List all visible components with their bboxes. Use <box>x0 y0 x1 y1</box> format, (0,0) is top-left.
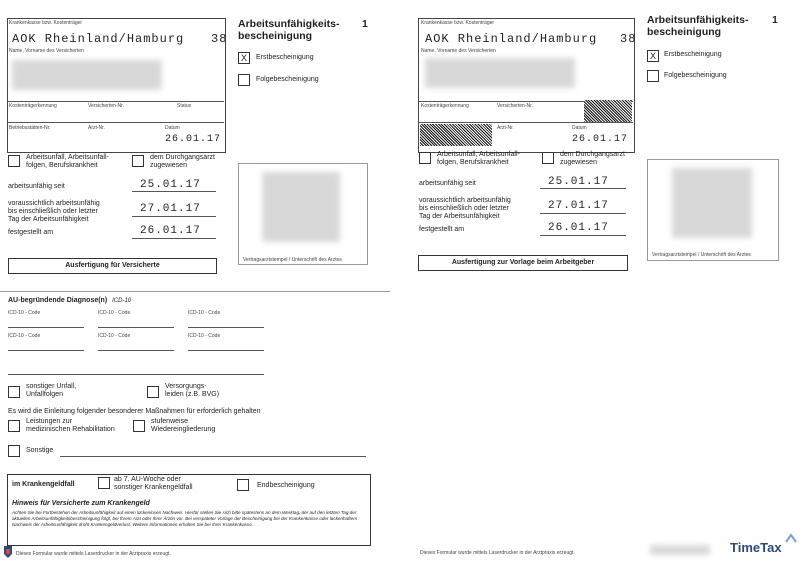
left-icd-label-3: ICD-10 - Code <box>188 310 221 316</box>
right-versicherten-nr-label: Versicherten-Nr. <box>497 103 533 109</box>
left-footer: Dieses Formular wurde mittels Laserdrucker in der Arztpraxis erzeugt. <box>16 551 171 557</box>
right-insurer-label: Krankenkasse bzw. Kostenträger <box>421 20 495 26</box>
right-form-title: Arbeitsunfähigkeits- bescheinigung <box>647 14 749 38</box>
left-stamp-caption: Vertragsarztstempel / Unterschrift des Arztes <box>243 257 342 263</box>
left-copy-number: 1 <box>362 18 368 30</box>
right-erst-checkbox[interactable]: X <box>647 50 659 62</box>
left-sonstige-checkbox[interactable] <box>8 445 20 457</box>
right-au-seit-value: 25.01.17 <box>548 176 609 188</box>
left-icd-line-1 <box>8 327 84 328</box>
left-arzt-label: Arzt-Nr. <box>88 125 105 131</box>
left-ausfertigung-box: Ausfertigung für Versicherte <box>8 258 217 274</box>
right-insurer-name: AOK Rheinland/Hamburg <box>425 32 598 46</box>
left-versicherten-nr-label: Versicherten-Nr. <box>88 103 124 109</box>
left-status-label: Status <box>177 103 192 109</box>
left-kostentraeger-label: Kostenträgerkennung <box>9 103 57 109</box>
left-doctor-stamp-redacted <box>262 172 340 242</box>
right-arzt-label: Arzt-Nr. <box>497 125 514 131</box>
left-insurer-code: 38 <box>211 32 228 46</box>
left-section-divider <box>0 291 390 292</box>
right-durchgang-checkbox[interactable] <box>542 152 554 164</box>
right-copy-number: 1 <box>772 14 778 26</box>
left-icd-label-6: ICD-10 - Code <box>188 333 221 339</box>
left-icd-line-6 <box>188 350 264 351</box>
right-festgestellt-line <box>540 235 626 236</box>
left-diagnose-heading <box>8 297 131 304</box>
right-unfall-checkbox[interactable] <box>419 152 431 164</box>
left-sonstiger-unfall-checkbox[interactable] <box>8 386 20 398</box>
left-erst-checkbox[interactable]: X <box>238 52 250 64</box>
right-au-seit-line <box>540 188 626 189</box>
left-krankengeld-label: im Krankengeldfall <box>12 481 75 488</box>
left-folge-label: Folgebescheinigung <box>256 76 319 83</box>
left-au-seit-line <box>132 191 216 192</box>
left-einleitung-text: Es wird die Einleitung folgender besonderer Maßnahmen für erforderlich gehalten <box>8 408 261 415</box>
left-leistungen-label: Leistungen zur medizinischen Rehabilitation <box>26 418 115 433</box>
right-divider-2 <box>418 122 633 123</box>
left-voraus-line <box>132 216 216 217</box>
left-name-label: Name, Vorname des Versicherten <box>9 48 84 54</box>
right-folge-label: Folgebescheinigung <box>664 72 727 79</box>
left-datum-value: 26.01.17 <box>165 134 222 145</box>
left-sonstige-label: Sonstige <box>26 447 54 454</box>
left-diagnose-free-line <box>8 374 264 375</box>
left-au-seit-value: 25.01.17 <box>140 179 201 191</box>
left-icd-suffix: ICD-10 <box>112 298 132 304</box>
left-sonstige-line <box>60 456 366 457</box>
left-festgestellt-value: 26.01.17 <box>140 225 201 237</box>
timetax-watermark: TimeTax <box>730 540 782 555</box>
right-name-label: Name, Vorname des Versicherten <box>421 48 496 54</box>
left-icd-line-3 <box>188 327 264 328</box>
left-unfall-checkbox[interactable] <box>8 155 20 167</box>
right-festgestellt-value: 26.01.17 <box>548 222 609 234</box>
left-voraus-label: voraussichtlich arbeitsunfähig bis einschließlich oder letzter Tag der Arbeitsunfähigkeit <box>8 200 100 223</box>
left-sonstiger-unfall-label: sonstiger Unfall, Unfallfolgen <box>26 383 77 398</box>
right-insurer-code: 38 <box>620 32 637 46</box>
left-form-title: Arbeitsunfähigkeits- bescheinigung <box>238 18 340 42</box>
left-icd-label-5: ICD-10 - Code <box>98 333 131 339</box>
left-diagnose-label: AU-begründende Diagnose(n) <box>8 297 108 304</box>
timetax-logo-icon <box>784 532 798 544</box>
left-icd-line-2 <box>98 327 174 328</box>
left-ab7-checkbox[interactable] <box>98 477 110 489</box>
right-versicherten-nr-redacted <box>584 100 632 122</box>
left-durchgang-label: dem Durchgangsarzt zugewiesen <box>150 154 215 169</box>
right-datum-label: Datum <box>572 125 587 131</box>
right-erst-label: Erstbescheinigung <box>664 51 722 58</box>
left-betrieb-label: Betriebsstätten-Nr. <box>9 125 51 131</box>
left-festgestellt-label: festgestellt am <box>8 229 54 236</box>
right-voraus-label: voraussichtlich arbeitsunfähig bis einschließlich oder letzter Tag der Arbeitsunfähigkeit <box>419 197 511 220</box>
right-betrieb-redacted <box>420 124 492 146</box>
left-hinweis-title: Hinweis für Versicherte zum Krankengeld <box>12 500 150 507</box>
left-divider-2 <box>7 122 224 123</box>
left-datum-label: Datum <box>165 125 180 131</box>
left-icd-label-1: ICD-10 - Code <box>8 310 41 316</box>
left-au-seit-label: arbeitsunfähig seit <box>8 183 65 190</box>
right-kostentraeger-label: Kostenträgerkennung <box>421 103 469 109</box>
left-leistungen-checkbox[interactable] <box>8 420 20 432</box>
right-ausfertigung-box: Ausfertigung zur Vorlage beim Arbeitgeber <box>418 255 628 271</box>
left-versorgung-checkbox[interactable] <box>147 386 159 398</box>
right-footer-redacted <box>650 545 710 555</box>
right-au-seit-label: arbeitsunfähig seit <box>419 180 476 187</box>
left-insurer-name: AOK Rheinland/Hamburg <box>12 32 185 46</box>
right-voraus-value: 27.01.17 <box>548 200 609 212</box>
left-divider-1 <box>7 101 224 102</box>
right-folge-checkbox[interactable] <box>647 70 659 82</box>
left-endbescheinigung-label: Endbescheinigung <box>257 482 315 489</box>
left-patient-name-redacted <box>12 60 162 90</box>
left-festgestellt-line <box>132 238 216 239</box>
left-icd-line-5 <box>98 350 174 351</box>
left-voraus-value: 27.01.17 <box>140 203 201 215</box>
left-stufenweise-checkbox[interactable] <box>133 420 145 432</box>
left-erst-label: Erstbescheinigung <box>256 54 314 61</box>
left-unfall-label: Arbeitsunfall, Arbeitsunfall- folgen, Berufskrankheit <box>26 154 109 169</box>
right-voraus-line <box>540 213 626 214</box>
right-datum-value: 26.01.17 <box>572 134 629 145</box>
right-patient-name-redacted <box>425 58 575 88</box>
left-hinweis-text: Achten Sie bei Fortbestehen der Arbeitsunfähigkeit auf einen lückenlosen Nachweis. Hierfür stellen Sie sich bitte spätestens an dem Werktag, der auf den letzten Tag der aktuellen Arbeitsunfähigkeitsbescheinigung folgt, bei Ihrem Arzt oder Ihrer Ärztin vor. Bei verspäteter Vorlage der Bescheinigung bei der Krankenkasse oder lückenhaftem Nachweis der Arbeitsunfähigkeit droht Krankengeldverlust. Weitere Informationen erhalten Sie bei Ihrer Krankenkasse. <box>12 510 358 527</box>
left-icd-label-2: ICD-10 - Code <box>98 310 131 316</box>
left-icd-label-4: ICD-10 - Code <box>8 333 41 339</box>
right-doctor-stamp-redacted <box>672 168 752 238</box>
right-unfall-label: Arbeitsunfall, Arbeitsunfall- folgen, Berufskrankheit <box>437 151 520 166</box>
right-durchgang-label: dem Durchgangsarzt zugewiesen <box>560 151 625 166</box>
left-insurer-label: Krankenkasse bzw. Kostenträger <box>9 20 83 26</box>
right-festgestellt-label: festgestellt am <box>419 226 465 233</box>
left-versorgung-label: Versorgungs- leiden (z.B. BVG) <box>165 383 220 398</box>
left-ab7-label: ab 7. AU-Woche oder sonstiger Krankengeldfall <box>114 476 193 491</box>
right-stamp-caption: Vertragsarztstempel / Unterschrift des Arztes <box>652 252 751 258</box>
brand-logo-icon <box>2 545 14 559</box>
right-footer: Dieses Formular wurde mittels Laserdrucker in der Arztpraxis erzeugt. <box>420 550 575 556</box>
left-folge-checkbox[interactable] <box>238 74 250 86</box>
left-stufenweise-label: stufenweise Wiedereingliederung <box>151 418 216 433</box>
left-durchgang-checkbox[interactable] <box>132 155 144 167</box>
left-icd-line-4 <box>8 350 84 351</box>
left-endbescheinigung-checkbox[interactable] <box>237 479 249 491</box>
